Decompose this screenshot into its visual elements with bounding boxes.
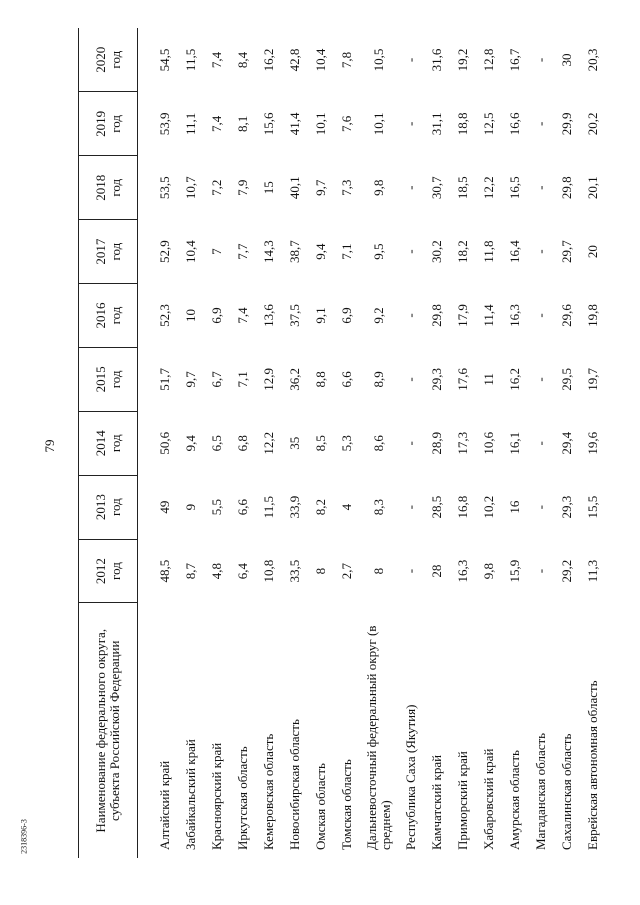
row-value-2020: 10,4	[313, 48, 328, 72]
row-value-2012: 29,2	[559, 559, 574, 583]
row-value-2019: 7,6	[339, 115, 354, 132]
header-year-value: 2017	[93, 238, 108, 265]
row-value-2019: 10,1	[313, 112, 328, 136]
row-value-2016: 29,6	[559, 304, 574, 327]
row-region-name: Кемеровская область	[261, 733, 276, 850]
row-value-2019: 10,1	[371, 112, 386, 136]
row-value-2019: 16,6	[507, 112, 522, 136]
row-value-2017: 9,5	[371, 243, 386, 260]
table-row	[580, 28, 606, 858]
row-value-2020: 11,5	[183, 48, 198, 72]
header-year-2019	[79, 92, 138, 156]
row-value-2012: 8	[371, 567, 386, 575]
row-region-name: Республика Саха (Якутия)	[403, 704, 418, 850]
row-value-2012: 16,3	[455, 559, 470, 583]
row-value-2016: 10	[183, 309, 198, 322]
row-value-2020: -	[403, 57, 418, 63]
table-row	[398, 28, 424, 858]
row-value-2018: 20,1	[585, 176, 600, 200]
header-year-2014	[79, 411, 138, 475]
row-value-2018: 10,7	[183, 176, 198, 200]
row-value-2012: -	[533, 568, 548, 574]
row-value-2018: 16,5	[507, 176, 522, 200]
row-value-2016: 19,8	[585, 304, 600, 327]
row-value-2016: 11,4	[481, 304, 496, 327]
row-value-2018: 29,8	[559, 176, 574, 200]
header-year-value: 2019	[93, 110, 108, 137]
row-value-2015: -	[533, 377, 548, 382]
row-value-2014: 50,6	[157, 431, 172, 455]
row-value-2018: -	[403, 185, 418, 190]
row-value-2015: 12,9	[261, 368, 276, 391]
row-value-2017: 20	[585, 245, 600, 259]
row-value-2020: 16,7	[507, 48, 522, 72]
row-value-2018: 9,8	[371, 179, 386, 196]
row-value-2015: 29,5	[559, 368, 574, 391]
row-value-2014: 10,6	[481, 431, 496, 455]
header-year-suffix: год	[108, 434, 123, 453]
row-value-2020: 16,2	[261, 48, 276, 72]
row-value-2020: 8,4	[235, 51, 250, 69]
row-value-2013: 16	[507, 500, 522, 514]
table-row	[204, 28, 230, 858]
row-value-2020: 20,3	[585, 48, 600, 72]
row-value-2014: 5,3	[339, 435, 354, 452]
header-year-2015	[79, 347, 138, 411]
row-value-2015: 16,2	[507, 368, 522, 391]
header-year-value: 2016	[93, 302, 108, 329]
header-year-suffix: год	[108, 562, 123, 580]
row-value-2018: 7,3	[339, 179, 354, 196]
row-value-2015: 51,7	[157, 368, 172, 391]
row-value-2018: 30,7	[429, 176, 444, 200]
row-value-2013: 9	[183, 503, 198, 511]
row-value-2013: 15,5	[585, 495, 600, 519]
header-year-suffix: год	[108, 114, 123, 133]
row-value-2020: 42,8	[287, 48, 302, 72]
row-value-2012: -	[403, 568, 418, 574]
row-value-2019: 8,1	[235, 115, 250, 132]
row-value-2020: 10,5	[371, 48, 386, 72]
header-year-suffix: год	[108, 498, 123, 517]
row-value-2014: 9,4	[183, 435, 198, 452]
table-row	[230, 28, 256, 858]
row-value-2015: 8,9	[371, 371, 386, 388]
table-row	[554, 28, 580, 858]
row-value-2013: 29,3	[559, 495, 574, 519]
row-value-2019: 7,4	[209, 115, 224, 132]
table-header-row	[79, 28, 138, 858]
header-year-suffix: год	[108, 178, 123, 197]
header-year-suffix: год	[108, 50, 123, 69]
row-value-2017: 10,4	[183, 240, 198, 263]
row-value-2020: 7,8	[339, 51, 354, 69]
row-value-2017: -	[403, 249, 418, 254]
row-value-2016: 6,9	[209, 307, 224, 324]
row-value-2017: 52,9	[157, 240, 172, 263]
header-year-value: 2012	[93, 558, 108, 585]
row-region-name: Дальневосточный федеральный округ (в среднем)	[364, 625, 393, 850]
table-row	[256, 28, 282, 858]
row-value-2015: 9,7	[183, 371, 198, 388]
header-year-2013	[79, 475, 138, 539]
row-value-2017: 18,2	[455, 240, 470, 263]
row-value-2016: 29,8	[429, 304, 444, 327]
row-value-2019: 18,8	[455, 112, 470, 136]
row-value-2013: 8,3	[371, 499, 386, 516]
header-year-suffix: год	[108, 370, 123, 389]
row-value-2019: 12,5	[481, 112, 496, 136]
row-value-2012: 6,4	[235, 562, 250, 580]
table-row	[502, 28, 528, 858]
row-region-name: Сахалинская область	[559, 733, 574, 850]
table-row	[360, 28, 398, 858]
row-value-2012: 15,9	[507, 559, 522, 583]
row-value-2020: -	[533, 57, 548, 63]
row-value-2019: -	[533, 121, 548, 126]
table-row	[138, 28, 179, 858]
row-value-2016: 37,5	[287, 304, 302, 327]
row-value-2013: 49	[157, 500, 172, 514]
row-value-2020: 54,5	[157, 48, 172, 72]
row-value-2012: 11,3	[585, 559, 600, 583]
row-value-2020: 12,8	[481, 48, 496, 72]
row-value-2016: 9,1	[313, 307, 328, 324]
row-region-name: Еврейская автономная область	[585, 680, 600, 850]
row-value-2019: 31,1	[429, 112, 444, 136]
row-value-2013: -	[533, 505, 548, 510]
row-value-2018: 7,2	[209, 179, 224, 196]
table-row	[282, 28, 308, 858]
header-year-value: 2018	[93, 174, 108, 201]
row-value-2017: 16,4	[507, 240, 522, 263]
row-value-2014: 19,6	[585, 431, 600, 455]
header-year-2018	[79, 156, 138, 220]
table-row	[528, 28, 554, 858]
row-value-2020: 30	[559, 53, 574, 67]
table-row	[178, 28, 204, 858]
row-value-2017: -	[533, 249, 548, 254]
row-value-2017: 30,2	[429, 240, 444, 263]
row-value-2014: -	[403, 441, 418, 446]
row-value-2017: 7	[209, 248, 224, 255]
row-value-2017: 7,7	[235, 243, 250, 260]
document-code: 2318396-3	[19, 819, 29, 854]
row-value-2015: 17,6	[455, 368, 470, 391]
data-table	[78, 28, 606, 858]
row-value-2012: 9,8	[481, 562, 496, 580]
header-year-value: 2014	[93, 430, 108, 457]
row-value-2014: -	[533, 441, 548, 446]
row-value-2013: 6,6	[235, 499, 250, 516]
row-value-2013: 11,5	[261, 496, 276, 519]
row-value-2016: 6,9	[339, 307, 354, 324]
header-year-2020	[79, 28, 138, 92]
row-value-2012: 33,5	[287, 559, 302, 583]
row-region-name: Хабаровский край	[481, 748, 496, 850]
row-value-2018: 40,1	[287, 176, 302, 200]
row-region-name: Амурская область	[507, 750, 522, 850]
header-year-value: 2015	[93, 366, 108, 393]
table-body	[138, 28, 607, 858]
row-value-2013: 28,5	[429, 495, 444, 519]
table-row	[424, 28, 450, 858]
row-value-2018: 12,2	[481, 176, 496, 200]
table-row	[476, 28, 502, 858]
row-value-2014: 28,9	[429, 431, 444, 455]
row-value-2018: 7,9	[235, 179, 250, 196]
row-value-2020: 19,2	[455, 48, 470, 72]
row-value-2015: 8,8	[313, 371, 328, 388]
row-value-2019: 11,1	[183, 112, 198, 135]
row-value-2014: 35	[287, 436, 302, 450]
row-value-2016: 13,6	[261, 304, 276, 327]
row-value-2013: 5,5	[209, 499, 224, 516]
row-value-2016: -	[533, 313, 548, 318]
row-value-2018: 9,7	[313, 179, 328, 196]
row-value-2017: 14,3	[261, 240, 276, 263]
row-value-2015: 36,2	[287, 368, 302, 391]
row-value-2012: 10,8	[261, 559, 276, 583]
row-value-2015: 6,7	[209, 371, 224, 388]
header-year-suffix: год	[108, 242, 123, 261]
row-region-name: Приморский край	[455, 751, 470, 850]
row-value-2016: 52,3	[157, 304, 172, 327]
row-value-2018: 53,5	[157, 176, 172, 200]
row-value-2012: 28	[429, 564, 444, 578]
header-year-value: 2013	[93, 494, 108, 521]
table-row	[308, 28, 334, 858]
page-number: 79	[42, 439, 57, 453]
row-value-2019: -	[403, 121, 418, 126]
row-value-2018: 15	[261, 181, 276, 195]
row-value-2013: 33,9	[287, 495, 302, 519]
row-value-2015: 7,1	[235, 371, 250, 388]
row-value-2015: -	[403, 377, 418, 382]
row-region-name: Красноярский край	[209, 742, 224, 850]
row-value-2019: 53,9	[157, 112, 172, 136]
row-value-2014: 6,8	[235, 435, 250, 452]
header-year-2016	[79, 284, 138, 348]
row-region-name: Забайкальский край	[183, 739, 198, 850]
row-value-2016: 9,2	[371, 307, 386, 324]
row-value-2018: -	[533, 185, 548, 190]
row-value-2015: 11	[481, 373, 496, 386]
header-year-value: 2020	[93, 46, 108, 73]
row-region-name: Камчатский край	[429, 754, 444, 850]
row-value-2015: 29,3	[429, 368, 444, 391]
row-region-name: Томская область	[339, 759, 354, 850]
row-value-2019: 41,4	[287, 112, 302, 136]
header-year-2017	[79, 220, 138, 284]
row-value-2013: 4	[339, 503, 354, 511]
row-value-2012: 2,7	[339, 562, 354, 580]
row-value-2017: 11,8	[481, 240, 496, 263]
row-value-2013: 16,8	[455, 495, 470, 519]
row-value-2019: 15,6	[261, 112, 276, 136]
row-value-2014: 17,3	[455, 431, 470, 455]
row-value-2013: -	[403, 505, 418, 510]
row-region-name: Магаданская область	[533, 732, 548, 850]
row-value-2019: 29,9	[559, 112, 574, 136]
row-value-2019: 20,2	[585, 112, 600, 136]
row-value-2015: 6,6	[339, 371, 354, 388]
row-value-2014: 8,6	[371, 435, 386, 452]
row-value-2014: 12,2	[261, 431, 276, 455]
row-value-2014: 16,1	[507, 431, 522, 455]
row-value-2020: 31,6	[429, 48, 444, 72]
row-value-2017: 7,1	[339, 243, 354, 260]
row-value-2013: 8,2	[313, 499, 328, 516]
row-value-2020: 7,4	[209, 51, 224, 69]
row-region-name: Алтайский край	[157, 760, 172, 850]
table-row	[450, 28, 476, 858]
row-value-2015: 19,7	[585, 368, 600, 391]
table-row	[334, 28, 360, 858]
header-region-name: Наименование федерального округа, субъекта Российской Федерации	[79, 603, 138, 858]
row-value-2017: 38,7	[287, 240, 302, 263]
row-value-2017: 9,4	[313, 243, 328, 260]
row-value-2012: 4,8	[209, 562, 224, 580]
row-region-name: Иркутская область	[235, 746, 250, 850]
row-value-2016: -	[403, 313, 418, 318]
row-value-2012: 8,7	[183, 562, 198, 580]
row-value-2018: 18,5	[455, 176, 470, 200]
header-year-suffix: год	[108, 306, 123, 325]
row-value-2016: 17,9	[455, 304, 470, 327]
header-year-2012	[79, 539, 138, 603]
row-value-2013: 10,2	[481, 495, 496, 519]
row-region-name: Омская область	[313, 763, 328, 850]
row-value-2012: 48,5	[157, 559, 172, 583]
row-value-2014: 29,4	[559, 431, 574, 455]
rotated-table-container	[78, 18, 598, 868]
row-value-2012: 8	[313, 567, 328, 575]
row-value-2017: 29,7	[559, 240, 574, 263]
row-value-2016: 16,3	[507, 304, 522, 327]
row-value-2014: 8,5	[313, 435, 328, 452]
row-value-2016: 7,4	[235, 307, 250, 324]
row-region-name: Новосибирская область	[287, 719, 302, 850]
row-value-2014: 6,5	[209, 435, 224, 452]
